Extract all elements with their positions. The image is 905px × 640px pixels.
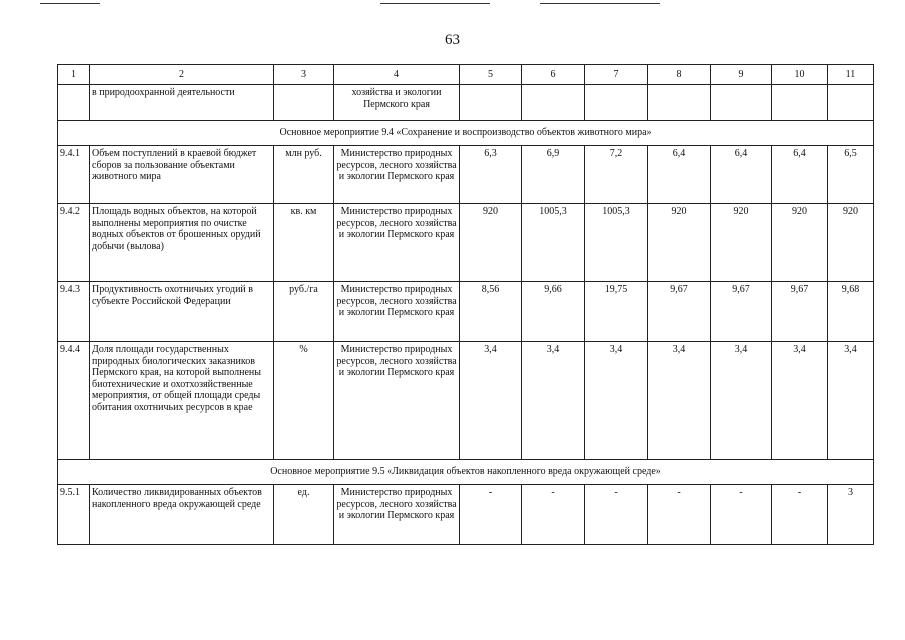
value-cell (585, 85, 648, 121)
executor-cell: Министерство природных ресурсов, лесного хозяйства и экологии Пермского края (334, 342, 460, 460)
header-cell: 2 (90, 65, 274, 85)
header-cell: 11 (828, 65, 874, 85)
indicator-row (58, 146, 874, 204)
section-row (58, 460, 874, 485)
scan-edge-line-mid (380, 3, 490, 4)
value-cell: 19,75 (585, 282, 648, 342)
unit-cell: ед. (274, 485, 334, 545)
scan-edge-line-right (540, 3, 660, 4)
value-cell: - (711, 485, 772, 545)
code-cell (58, 85, 90, 121)
value-cell: - (772, 485, 828, 545)
executor-cell: Министерство природных ресурсов, лесного хозяйства и экологии Пермского края (334, 204, 460, 282)
value-cell: 3 (828, 485, 874, 545)
unit-cell (274, 85, 334, 121)
header-cell: 4 (334, 65, 460, 85)
section-title: Основное мероприятие 9.5 «Ликвидация объектов накопленного вреда окружающей среде» (58, 460, 874, 485)
value-cell: 3,4 (522, 342, 585, 460)
value-cell: 9,67 (772, 282, 828, 342)
indicator-row (58, 282, 874, 342)
executor-cell: хозяйства и экологии Пермского края (334, 85, 460, 121)
value-cell: 8,56 (460, 282, 522, 342)
value-cell: 3,4 (585, 342, 648, 460)
section-row (58, 121, 874, 146)
indicator-name: Доля площади государственных природных биологических заказников Пермского края, на которой выполнены биотехнические и охотхозяйственные мероприятия, от общей площади среды обитания охотничьих ресурсов в крае (90, 342, 274, 460)
section-title: Основное мероприятие 9.4 «Сохранение и воспроизводство объектов животного мира» (58, 121, 874, 146)
value-cell: 6,9 (522, 146, 585, 204)
indicator-name: Количество ликвидированных объектов накопленного вреда окружающей среде (90, 485, 274, 545)
value-cell: 1005,3 (522, 204, 585, 282)
value-cell: - (460, 485, 522, 545)
value-cell: 920 (711, 204, 772, 282)
value-cell: 920 (648, 204, 711, 282)
indicator-name: Продуктивность охотничьих угодий в субъекте Российской Федерации (90, 282, 274, 342)
unit-cell: руб./га (274, 282, 334, 342)
value-cell: 3,4 (772, 342, 828, 460)
indicators-table (57, 64, 874, 545)
value-cell: - (585, 485, 648, 545)
value-cell: 920 (772, 204, 828, 282)
header-cell: 7 (585, 65, 648, 85)
value-cell: 920 (828, 204, 874, 282)
code-cell: 9.4.3 (58, 282, 90, 342)
value-cell: 3,4 (648, 342, 711, 460)
value-cell: 9,68 (828, 282, 874, 342)
unit-cell: % (274, 342, 334, 460)
value-cell: 920 (460, 204, 522, 282)
value-cell: 9,66 (522, 282, 585, 342)
value-cell: 3,4 (828, 342, 874, 460)
value-cell (828, 85, 874, 121)
value-cell: 6,5 (828, 146, 874, 204)
code-cell: 9.4.1 (58, 146, 90, 204)
value-cell: 6,4 (711, 146, 772, 204)
value-cell (460, 85, 522, 121)
executor-cell: Министерство природных ресурсов, лесного хозяйства и экологии Пермского края (334, 146, 460, 204)
indicator-name: Объем поступлений в краевой бюджет сборов за пользование объектами животного мира (90, 146, 274, 204)
value-cell: - (522, 485, 585, 545)
value-cell: 6,4 (772, 146, 828, 204)
value-cell: 3,4 (711, 342, 772, 460)
value-cell: 1005,3 (585, 204, 648, 282)
value-cell (522, 85, 585, 121)
unit-cell: млн руб. (274, 146, 334, 204)
scan-edge-line-left (40, 3, 100, 4)
indicator-name: Площадь водных объектов, на которой выполнены мероприятия по очистке водных объектов от брошенных орудий добычи (вылова) (90, 204, 274, 282)
value-cell: 9,67 (648, 282, 711, 342)
executor-cell: Министерство природных ресурсов, лесного хозяйства и экологии Пермского края (334, 485, 460, 545)
executor-cell: Министерство природных ресурсов, лесного хозяйства и экологии Пермского края (334, 282, 460, 342)
value-cell: 7,2 (585, 146, 648, 204)
indicator-row (58, 342, 874, 460)
header-cell: 1 (58, 65, 90, 85)
indicator-row (58, 204, 874, 282)
page-number: 63 (445, 32, 460, 48)
header-cell: 5 (460, 65, 522, 85)
header-cell: 3 (274, 65, 334, 85)
value-cell: 6,3 (460, 146, 522, 204)
value-cell (648, 85, 711, 121)
value-cell (711, 85, 772, 121)
code-cell: 9.4.2 (58, 204, 90, 282)
value-cell (772, 85, 828, 121)
code-cell: 9.5.1 (58, 485, 90, 545)
value-cell: 3,4 (460, 342, 522, 460)
header-cell: 9 (711, 65, 772, 85)
header-cell: 6 (522, 65, 585, 85)
value-cell: - (648, 485, 711, 545)
code-cell: 9.4.4 (58, 342, 90, 460)
value-cell: 9,67 (711, 282, 772, 342)
unit-cell: кв. км (274, 204, 334, 282)
indicator-name: в природоохранной деятельности (90, 85, 274, 121)
continuation-row (58, 85, 874, 121)
header-cell: 10 (772, 65, 828, 85)
header-row (58, 65, 874, 85)
header-cell: 8 (648, 65, 711, 85)
value-cell: 6,4 (648, 146, 711, 204)
indicator-row (58, 485, 874, 545)
